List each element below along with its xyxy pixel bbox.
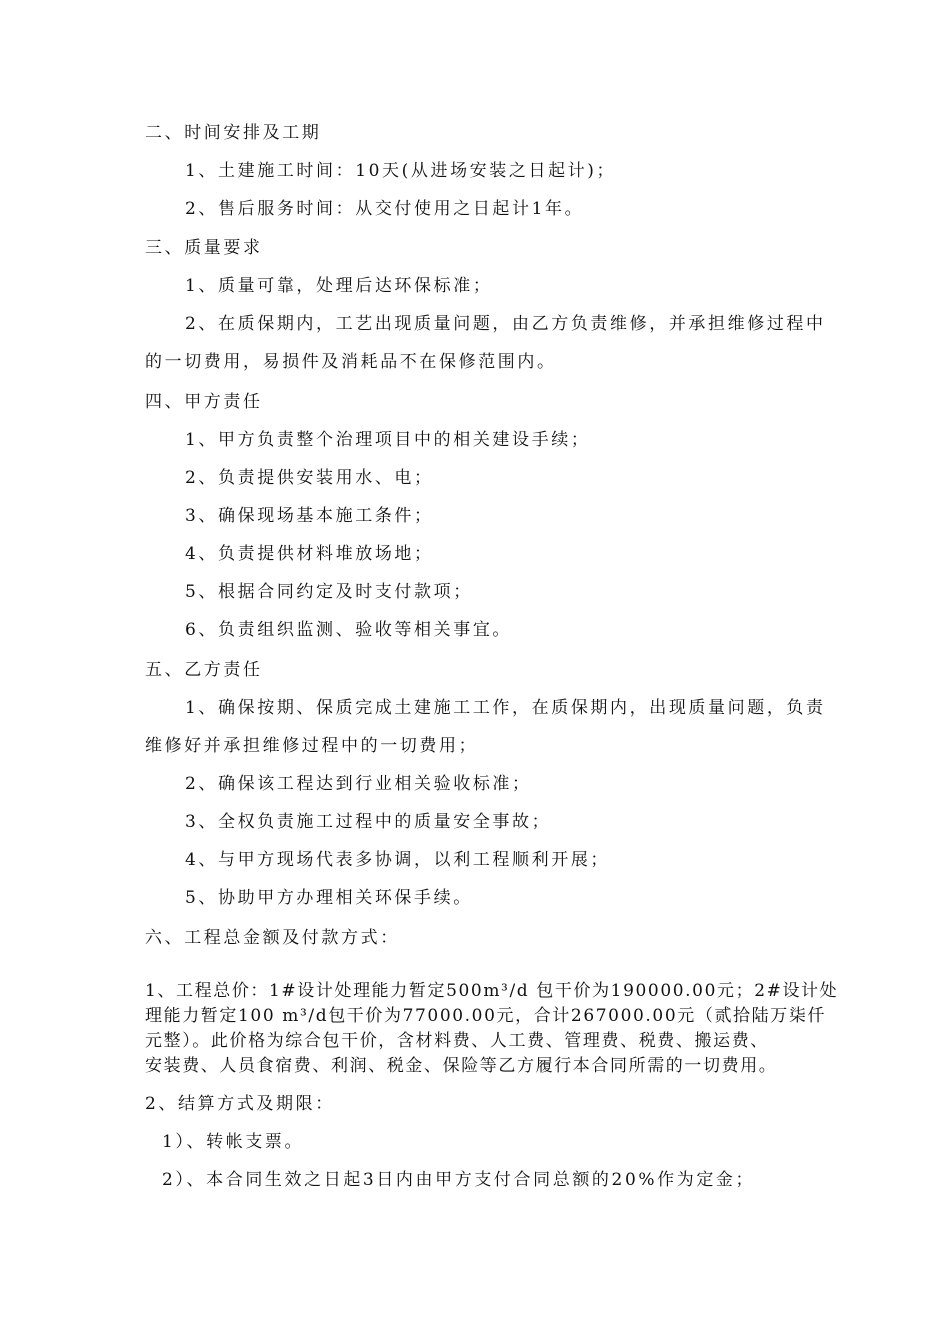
section-3-item-2-cont: 的一切费用，易损件及消耗品不在保修范围内。	[145, 352, 557, 372]
section-5-item-4: 4、与甲方现场代表多协调，以利工程顺利开展；	[185, 850, 611, 870]
section-5-item-3: 3、全权负责施工过程中的质量安全事故；	[185, 812, 552, 832]
section-3-item-1: 1、质量可靠，处理后达环保标准；	[185, 276, 493, 296]
section-5-heading: 五、乙方责任	[145, 660, 263, 680]
section-6-para2-item-1: 1）、转帐支票。	[162, 1132, 305, 1152]
section-6-heading: 六、工程总金额及付款方式：	[145, 928, 400, 948]
section-4-item-2: 2、负责提供安装用水、电；	[185, 468, 434, 488]
section-5-item-5: 5、协助甲方办理相关环保手续。	[185, 888, 473, 908]
section-3-item-2: 2、在质保期内，工艺出现质量问题，由乙方负责维修，并承担维修过程中	[185, 314, 826, 334]
section-4-item-3: 3、确保现场基本施工条件；	[185, 506, 434, 526]
section-5-item-2: 2、确保该工程达到行业相关验收标准；	[185, 774, 532, 794]
section-6-para1-line3: 元整）。此价格为综合包干价，含材料费、人工费、管理费、税费、搬运费、	[145, 1031, 769, 1051]
section-6-para2-item-2: 2）、本合同生效之日起3日内由甲方支付合同总额的20%作为定金；	[162, 1170, 756, 1190]
section-2-heading: 二、时间安排及工期	[145, 123, 322, 143]
section-4-item-4: 4、负责提供材料堆放场地；	[185, 544, 434, 564]
section-6-para1-line1: 1、工程总价：1#设计处理能力暂定500m³/d 包干价为190000.00元；2#设计处	[145, 981, 839, 1001]
section-4-item-5: 5、根据合同约定及时支付款项；	[185, 582, 473, 602]
section-6-para2-heading: 2、结算方式及期限：	[145, 1094, 335, 1114]
section-2-item-2: 2、售后服务时间：从交付使用之日起计1年。	[185, 199, 585, 219]
section-6-para1-line4: 安装费、人员食宿费、利润、税金、保险等乙方履行本合同所需的一切费用。	[145, 1056, 778, 1076]
section-3-heading: 三、质量要求	[145, 238, 263, 258]
section-4-heading: 四、甲方责任	[145, 392, 263, 412]
section-4-item-6: 6、负责组织监测、验收等相关事宜。	[185, 620, 513, 640]
section-4-item-1: 1、甲方负责整个治理项目中的相关建设手续；	[185, 430, 591, 450]
section-5-item-1: 1、确保按期、保质完成土建施工工作，在质保期内，出现质量问题，负责	[185, 698, 826, 718]
section-6-para1-line2: 理能力暂定100 m³/d包干价为77000.00元，合计267000.00元（贰拾陆万柒仟	[145, 1006, 827, 1026]
section-2-item-1: 1、土建施工时间：10天(从进场安装之日起计)；	[185, 161, 617, 181]
section-5-item-1-cont: 维修好并承担维修过程中的一切费用；	[145, 736, 479, 756]
